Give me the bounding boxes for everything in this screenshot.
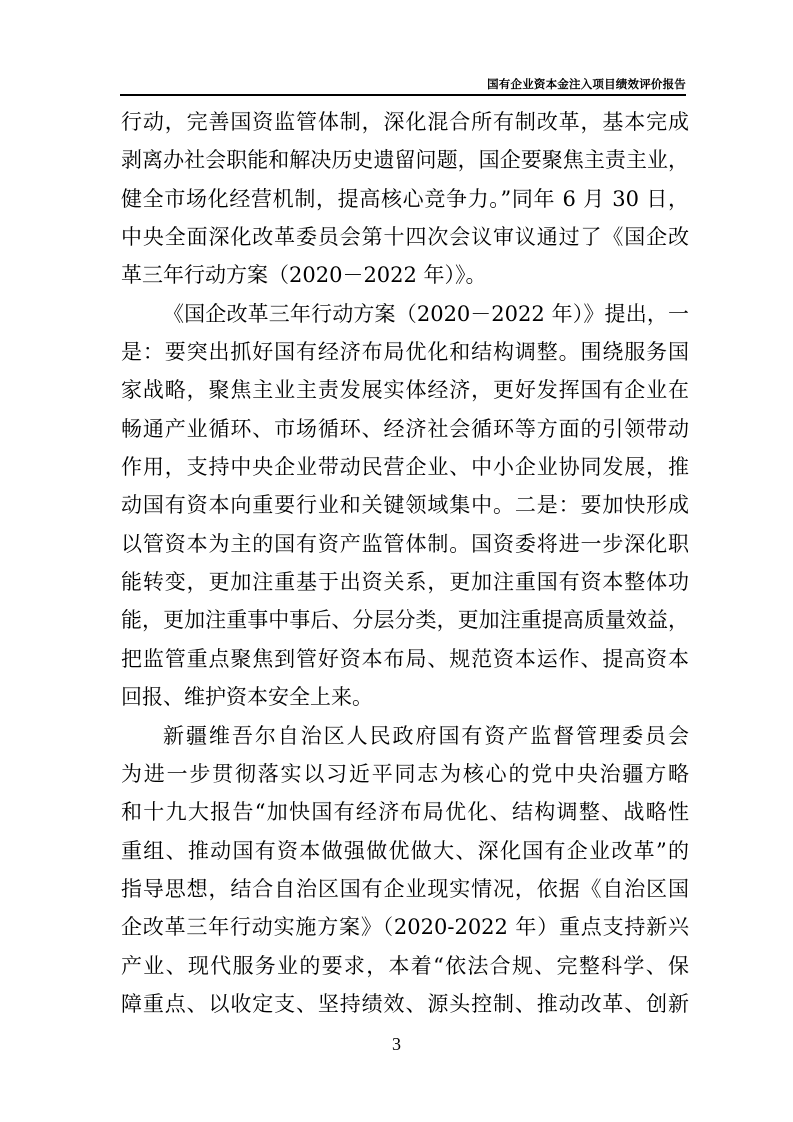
report-title: 国有企业资本金注入项目绩效评价报告 (487, 77, 686, 91)
body-text (121, 103, 689, 1023)
text-line: 和十九大报告“加快国有经济布局优化、结构调整、战略性 (121, 800, 689, 825)
paragraph-start-line: 新疆维吾尔自治区人民政府国有资产监督管理委员会 (163, 723, 689, 748)
page-number: 3 (392, 1034, 401, 1054)
text-line: 中央全面深化改革委员会第十四次会议审议通过了《国企改 (121, 225, 689, 250)
text-line: 产业、现代服务业的要求，本着“依法合规、完整科学、保 (121, 953, 689, 978)
text-line: 是：要突出抓好国有经济布局优化和结构调整。围绕服务国 (121, 340, 689, 365)
text-line: 以管资本为主的国有资产监管体制。国资委将进一步深化职 (121, 531, 689, 556)
text-line: 能转变，更加注重基于出资关系，更加注重国有资本整体功 (121, 570, 689, 595)
running-header (120, 74, 686, 96)
text-line: 家战略，聚焦主业主责发展实体经济，更好发挥国有企业在 (121, 378, 689, 403)
text-line: 障重点、以收定支、坚持绩效、源头控制、推动改革、创新 (121, 991, 689, 1016)
text-line: 能，更加注重事中事后、分层分类，更加注重提高质量效益， (121, 608, 689, 633)
text-line: 革三年行动方案（2020－2022 年）》。 (121, 263, 487, 288)
text-line: 健全市场化经营机制，提高核心竞争力。”同年 6 月 30 日， (121, 186, 689, 211)
text-line: 把监管重点聚焦到管好资本布局、规范资本运作、提高资本 (121, 646, 689, 671)
text-line: 动国有资本向重要行业和关键领域集中。二是：要加快形成 (121, 493, 689, 518)
text-line: 行动，完善国资监管体制，深化混合所有制改革，基本完成 (121, 110, 689, 134)
text-line: 畅通产业循环、市场循环、经济社会循环等方面的引领带动 (121, 416, 689, 441)
text-line: 为进一步贯彻落实以习近平同志为核心的党中央治疆方略 (121, 761, 689, 786)
text-line: 企改革三年行动实施方案》（2020-2022 年）重点支持新兴 (121, 915, 689, 940)
text-line: 重组、推动国有资本做强做优做大、深化国有企业改革”的 (121, 838, 689, 863)
text-line: 回报、维护资本安全上来。 (121, 685, 373, 710)
paragraph-start-line: 《国企改革三年行动方案（2020－2022 年）》提出，一 (163, 301, 689, 326)
text-line: 剥离办社会职能和解决历史遗留问题，国企要聚焦主责主业， (121, 148, 689, 173)
text-line: 作用，支持中央企业带动民营企业、中小企业协同发展，推 (121, 455, 689, 480)
text-line: 指导思想，结合自治区国有企业现实情况，依据《自治区国 (121, 876, 689, 901)
